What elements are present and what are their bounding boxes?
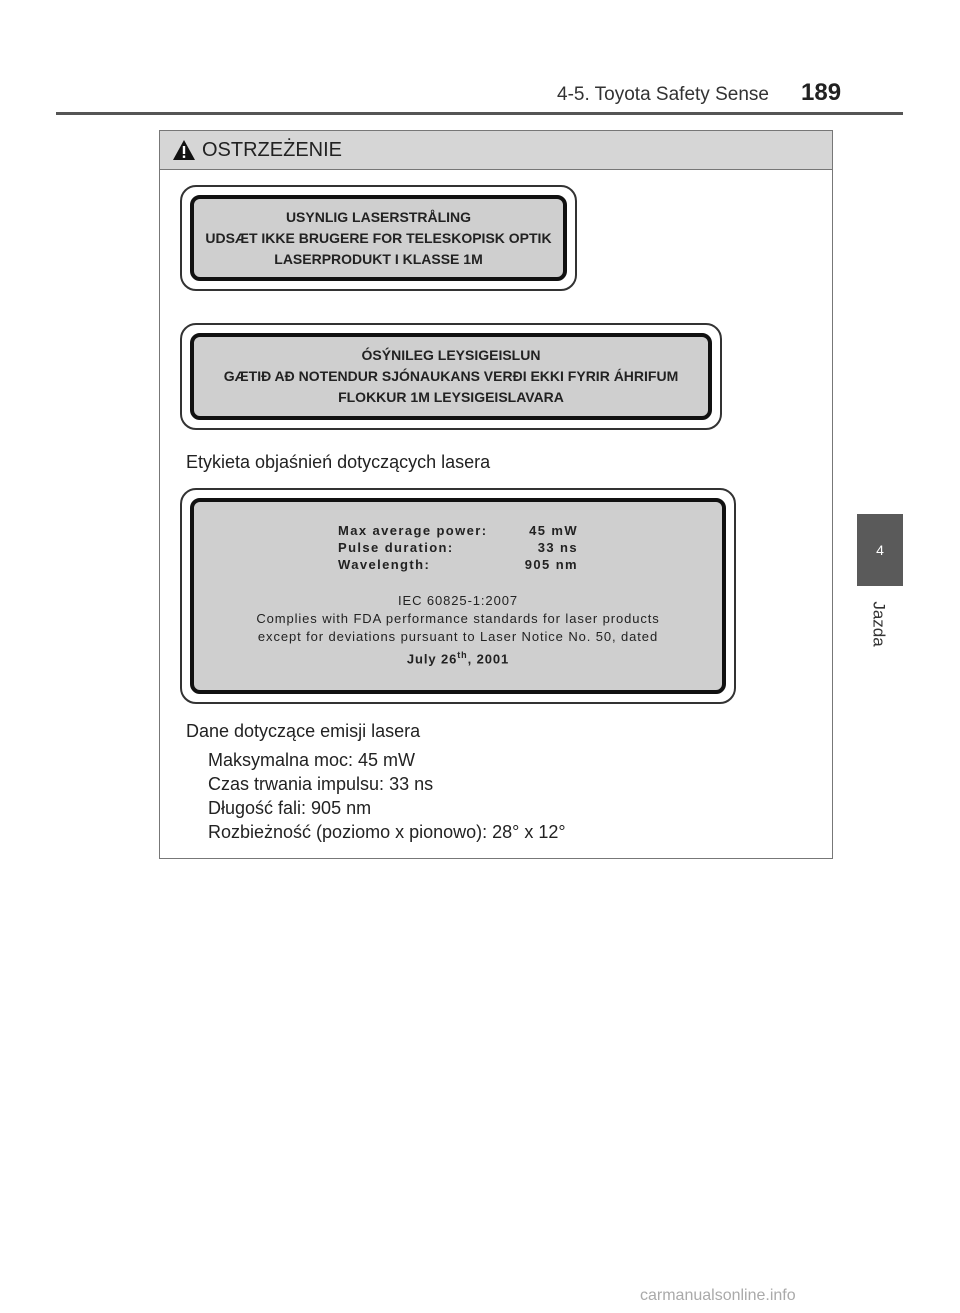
compliance-date [407, 646, 509, 668]
chapter-tab[interactable] [857, 514, 903, 586]
chapter-label [856, 594, 902, 654]
icelandic-laser-label [180, 323, 722, 430]
spec-value: 33 ns [537, 540, 578, 556]
label-line: ÓSÝNILEG LEYSIGEISLUN [361, 347, 541, 363]
fda-compliance-line-2: except for deviations pursuant to Laser Notice No. 50, dated [257, 629, 659, 645]
label-line: LASERPRODUKT I KLASSE 1M [274, 250, 483, 267]
spec-name: Pulse duration: [338, 540, 454, 556]
warning-triangle-icon [172, 139, 196, 161]
spec-label-plate [190, 498, 726, 694]
warning-header [160, 131, 832, 170]
fda-compliance-line-1: Complies with FDA performance standards for laser products [256, 611, 660, 627]
header-divider [56, 112, 903, 115]
spec-value: 905 nm [524, 557, 578, 573]
date-suffix: , 2001 [467, 651, 510, 667]
icelandic-label-plate [190, 333, 712, 420]
warning-title: OSTRZEŻENIE [202, 138, 343, 161]
chapter-number: 4 [876, 542, 884, 558]
emission-list [208, 748, 566, 844]
emission-caption: Dane dotyczące emisji lasera [186, 721, 421, 741]
explanation-caption: Etykieta objaśnień dotyczących lasera [186, 452, 491, 472]
spec-table [338, 523, 578, 572]
spec-value: 45 mW [529, 523, 578, 539]
spec-name: Wavelength: [338, 557, 431, 573]
date-prefix: July 26 [406, 651, 458, 667]
danish-laser-label [180, 185, 577, 291]
site-watermark: carmanualsonline.info [640, 1287, 796, 1304]
list-item: Maksymalna moc: 45 mW [208, 750, 416, 770]
laser-spec-label [180, 488, 736, 704]
label-line: GÆTIÐ AÐ NOTENDUR SJÓNAUKANS VERÐI EKKI FYRIR ÁHRIFUM [223, 368, 679, 384]
spec-name: Max average power: [338, 523, 488, 539]
date-superscript: th [457, 650, 468, 661]
page-number: 189 [801, 79, 842, 106]
list-item: Długość fali: 905 nm [208, 798, 372, 818]
label-line: FLOKKUR 1M LEYSIGEISLAVARA [338, 389, 564, 405]
label-line: UDSÆT IKKE BRUGERE FOR TELESKOPISK OPTIK [205, 229, 552, 246]
iec-standard: IEC 60825-1:2007 [398, 593, 518, 609]
list-item: Czas trwania impulsu: 33 ns [208, 774, 434, 794]
list-item: Rozbieżność (poziomo x pionowo): 28° x 12° [208, 822, 566, 842]
chapter-label-text: Jazda [870, 601, 889, 647]
danish-label-plate [190, 195, 567, 281]
section-title: 4-5. Toyota Safety Sense [557, 84, 769, 105]
label-line: USYNLIG LASERSTRÅLING [285, 208, 472, 225]
